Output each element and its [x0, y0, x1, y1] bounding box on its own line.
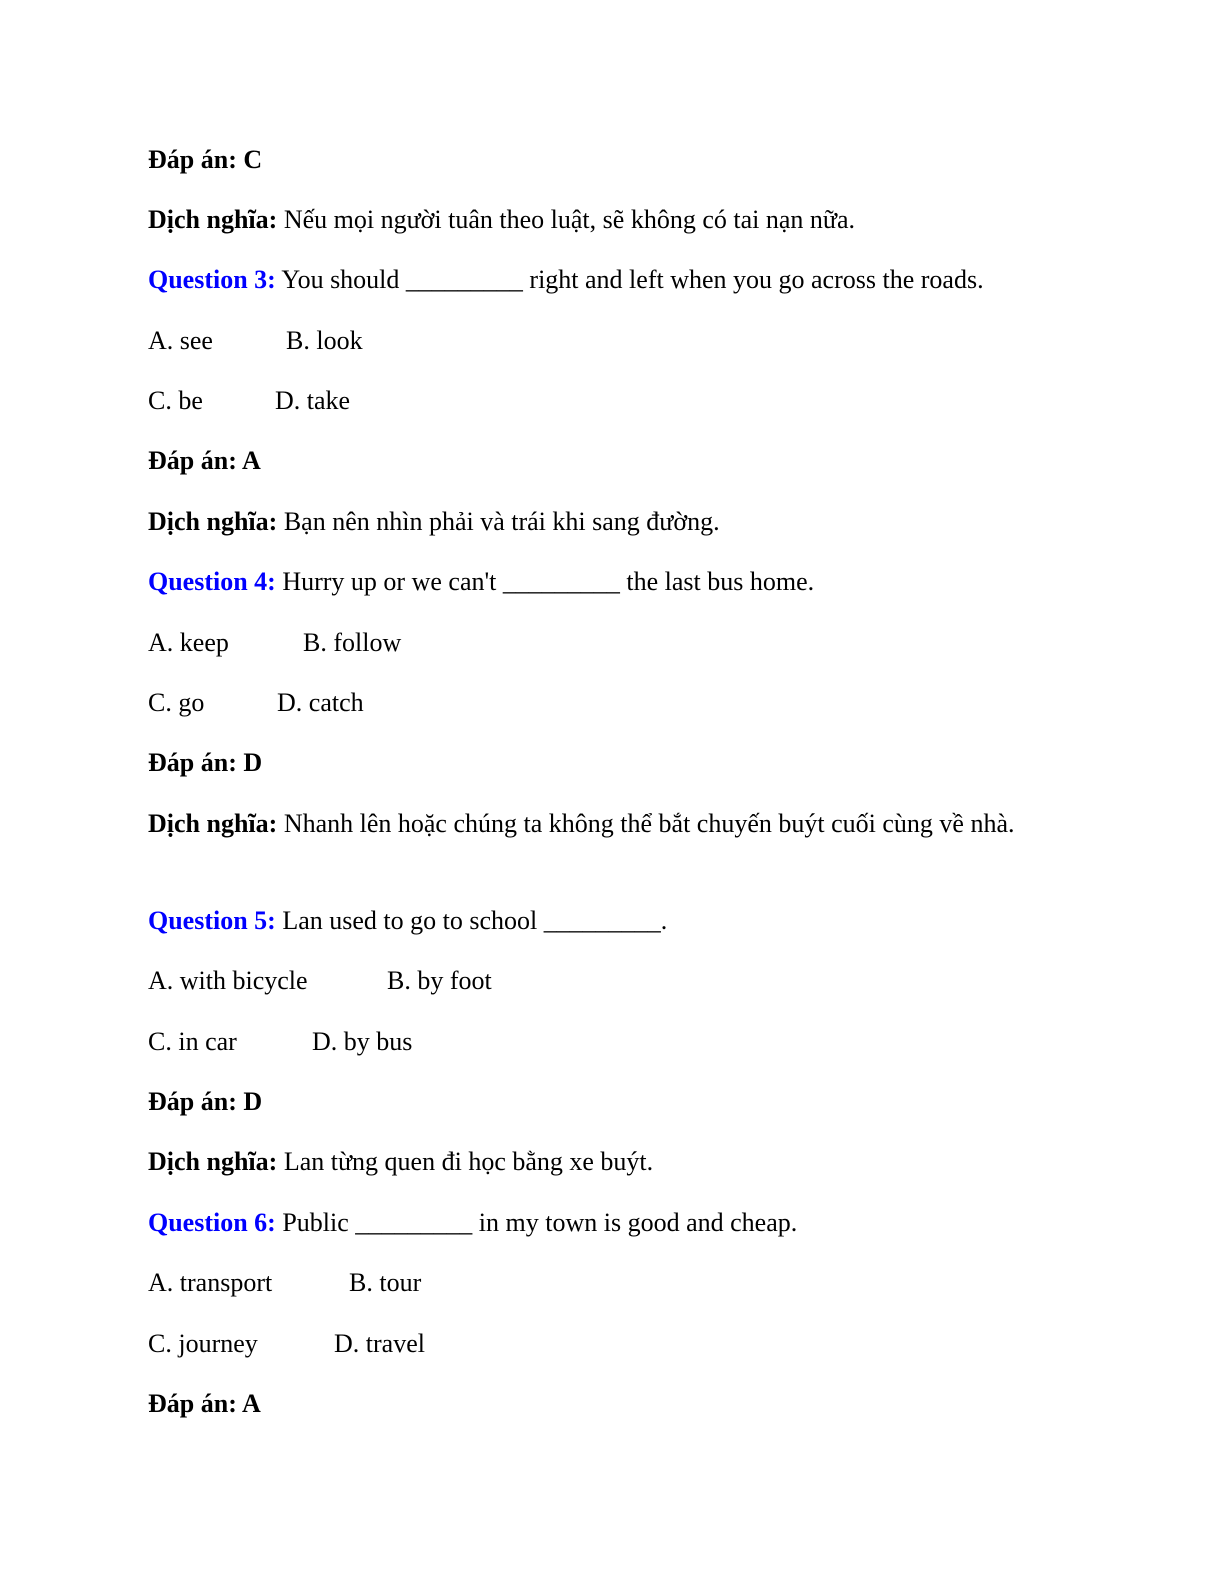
answer-value: D	[243, 748, 263, 777]
answer-line	[148, 1087, 262, 1117]
question-label: Question 5:	[148, 906, 276, 935]
option-c: C. go	[148, 688, 205, 717]
option-b: B. by foot	[387, 966, 492, 995]
answer-line	[148, 1389, 261, 1419]
translation-label: Dịch nghĩa:	[148, 1147, 278, 1176]
answer-label: Đáp án:	[148, 1087, 237, 1116]
answer-line	[148, 145, 262, 175]
option-c: C. be	[148, 386, 203, 415]
answer-label: Đáp án:	[148, 748, 237, 777]
translation-line	[148, 507, 720, 537]
options-row	[148, 1027, 412, 1057]
options-row	[148, 1329, 425, 1359]
option-b: B. look	[286, 326, 363, 355]
translation-text: Bạn nên nhìn phải và trái khi sang đường.	[283, 507, 720, 536]
translation-line	[148, 806, 1064, 842]
question-line	[148, 1208, 797, 1238]
option-a: A. keep	[148, 628, 229, 657]
option-d: D. by bus	[312, 1027, 413, 1056]
options-row	[148, 326, 363, 356]
answer-value: C	[243, 145, 263, 174]
question-text: Lan used to go to school _________.	[282, 906, 668, 935]
answer-label: Đáp án:	[148, 1389, 237, 1418]
option-b: B. follow	[303, 628, 402, 657]
question-text: Hurry up or we can't _________ the last bus home.	[282, 567, 815, 596]
question-label: Question 6:	[148, 1208, 276, 1237]
options-row	[148, 628, 401, 658]
translation-line	[148, 1147, 653, 1177]
options-row	[148, 966, 492, 996]
option-a: A. transport	[148, 1268, 273, 1297]
option-c: C. journey	[148, 1329, 258, 1358]
translation-label: Dịch nghĩa:	[148, 507, 278, 536]
option-d: D. take	[275, 386, 351, 415]
question-text: You should _________ right and left when you go across the roads.	[281, 265, 984, 294]
question-line	[148, 567, 814, 597]
question-label: Question 4:	[148, 567, 276, 596]
option-d: D. catch	[277, 688, 364, 717]
translation-label: Dịch nghĩa:	[148, 809, 278, 838]
question-label: Question 3:	[148, 265, 276, 294]
answer-label: Đáp án:	[148, 446, 237, 475]
translation-text: Lan từng quen đi học bằng xe buýt.	[283, 1147, 654, 1176]
question-line	[148, 265, 984, 295]
option-d: D. travel	[334, 1329, 425, 1358]
translation-label: Dịch nghĩa:	[148, 205, 278, 234]
option-b: B. tour	[349, 1268, 422, 1297]
options-row	[148, 386, 350, 416]
answer-value: A	[241, 1389, 261, 1418]
option-a: A. with bicycle	[148, 966, 308, 995]
answer-label: Đáp án:	[148, 145, 237, 174]
options-row	[148, 688, 364, 718]
answer-line	[148, 446, 261, 476]
answer-value: D	[243, 1087, 263, 1116]
question-text: Public _________ in my town is good and cheap.	[282, 1208, 798, 1237]
translation-line	[148, 205, 855, 235]
translation-text: Nhanh lên hoặc chúng ta không thể bắt chuyến buýt cuối cùng về nhà.	[283, 809, 1015, 838]
question-line	[148, 906, 667, 936]
option-a: A. see	[148, 326, 213, 355]
option-c: C. in car	[148, 1027, 237, 1056]
translation-text: Nếu mọi người tuân theo luật, sẽ không có tai nạn nữa.	[283, 205, 856, 234]
answer-line	[148, 748, 262, 778]
answer-value: A	[241, 446, 261, 475]
options-row	[148, 1268, 421, 1298]
